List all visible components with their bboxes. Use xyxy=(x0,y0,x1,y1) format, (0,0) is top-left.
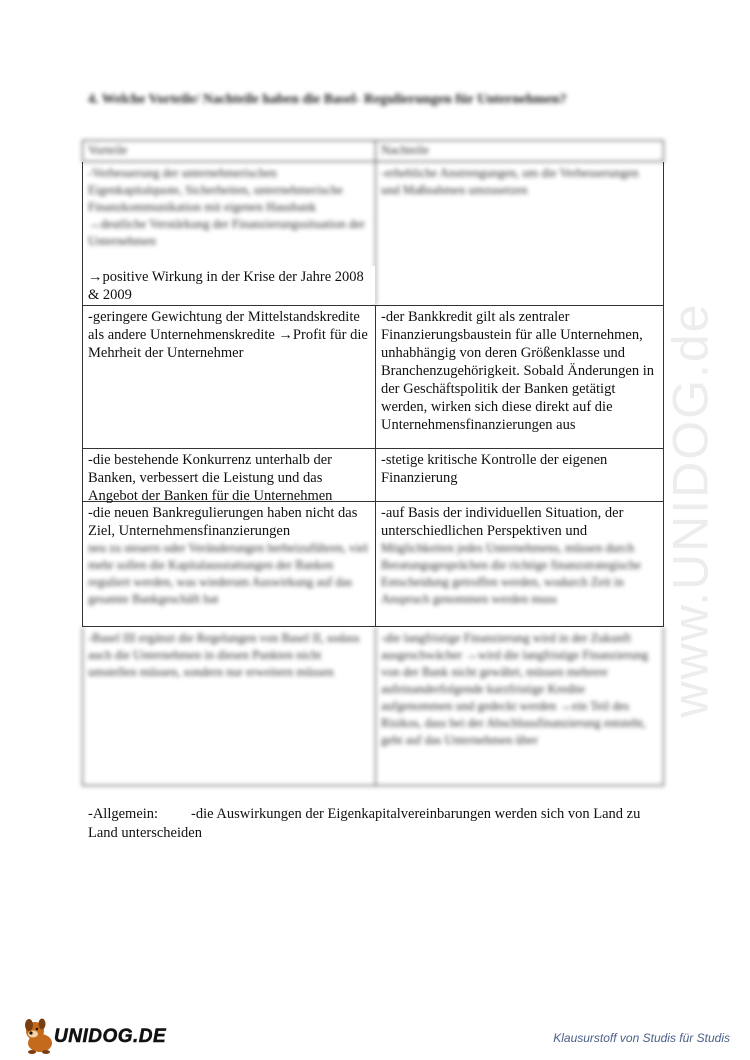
row5-right: -die langfristige Finanzierung wird in der Zukunft ausgeschwächer →wird die langfristige Finanzierung von der Bank nicht gewährt, müssen mehrere aufeinanderfolgende kurzfristige Kredite aufgenommen und gedeckt werden →ein Teil des Risikos, dass bei der Abschlussfinanzierung entsteht, geht auf das Unternehmen über xyxy=(381,631,649,747)
header-nachteile: Nachteile xyxy=(381,143,429,157)
row1-left-blurred-text: -Verbesserung der unternehmerischen Eigenkapitalquote, Sicherheiten, unternehmerische Finanzkommunikation mit eigenen Hausbank →deutliche Verstärkung der Finanzierungssituation der Unternehmen xyxy=(88,166,365,248)
row1-right-text: -erhebliche Anstrengungen, um die Verbesserungen und Maßnahmen umzusetzen xyxy=(381,166,639,197)
pros-cons-table xyxy=(82,140,664,786)
general-note xyxy=(88,805,668,843)
general-note-label: -Allgemein: xyxy=(88,806,159,822)
footer-tagline: Klausurstoff von Studis für Studis xyxy=(553,1031,730,1045)
row2-right: -der Bankkredit gilt als zentraler Finanzierungsbaustein für alle Unternehmen, unhabhängig von deren Größenklasse und Branchenzugehörigkeit. Sobald Änderungen in der Geschäftspolitik der Banken getätigt werden, wirken sich diese direkt auf die Unternehmensfinanzierungen aus xyxy=(381,309,655,433)
row4-right-sharp: -auf Basis der individuellen Situation, der unterschiedlichen Perspektiven und xyxy=(381,505,624,539)
logo-wordmark: UNIDOG.DE xyxy=(54,1026,167,1047)
table-row xyxy=(82,627,664,786)
row4-left-sharp: -die neuen Bankregulierungen haben nicht das Ziel, Unternehmensfinanzierungen xyxy=(88,505,358,539)
row3-left: -die bestehende Konkurrenz unterhalb der Banken, verbessert die Leistung und das Angebot der Banken für die Unternehmen xyxy=(83,449,376,501)
table-row xyxy=(82,502,664,627)
row4-left-blurred: neu zu steuern oder Veränderungen herbeizuführen, viel mehr sollen die Kapitalausstattungen der Banken reguliert werden, was wiederum Auswirkung auf das gesamte Bankgeschäft hat xyxy=(88,541,368,606)
row4-right xyxy=(376,502,663,626)
row3-right: -stetige kritische Kontrolle der eigenen Finanzierung xyxy=(381,452,608,486)
header-vorteile: Vorteile xyxy=(83,141,376,161)
table-row xyxy=(82,449,664,502)
table-row xyxy=(82,306,664,449)
watermark xyxy=(655,280,725,740)
unidog-logo xyxy=(20,1016,167,1056)
row1-right xyxy=(376,162,663,305)
watermark-text: www.UNIDOG.de xyxy=(662,302,718,718)
table-header-row xyxy=(82,140,664,162)
row4-right-blurred: Möglichkeiten jedes Unternehmens, müssen durch Beratungsgesprächen die richtige finanzstrategische Entscheidung getroffen werden, wodurch Zeit in Anspruch genommen werden muss xyxy=(381,541,641,606)
row2-left: -geringere Gewichtung der Mittelstandskredite als andere Unternehmenskredite →Profit für die Mehrheit der Unternehmer xyxy=(83,306,376,448)
row5-left: -Basel III ergänzt die Regelungen von Basel II, sodass auch die Unternehmen in diesen Punkten nicht umstellen müssen, sondern nur erweitern müssen xyxy=(83,627,376,785)
question-heading: 4. Welche Vorteile/ Nachteile haben die Basel- Regulierungen für Unternehmen? xyxy=(88,92,567,107)
row1-left-sharp: →positive Wirkung in der Krise der Jahre 2008 & 2009 xyxy=(83,266,375,304)
general-note-text: -die Auswirkungen der Eigenkapitalvereinbarungen werden sich von Land zu Land unterscheiden xyxy=(88,806,641,841)
row4-left xyxy=(83,502,376,626)
